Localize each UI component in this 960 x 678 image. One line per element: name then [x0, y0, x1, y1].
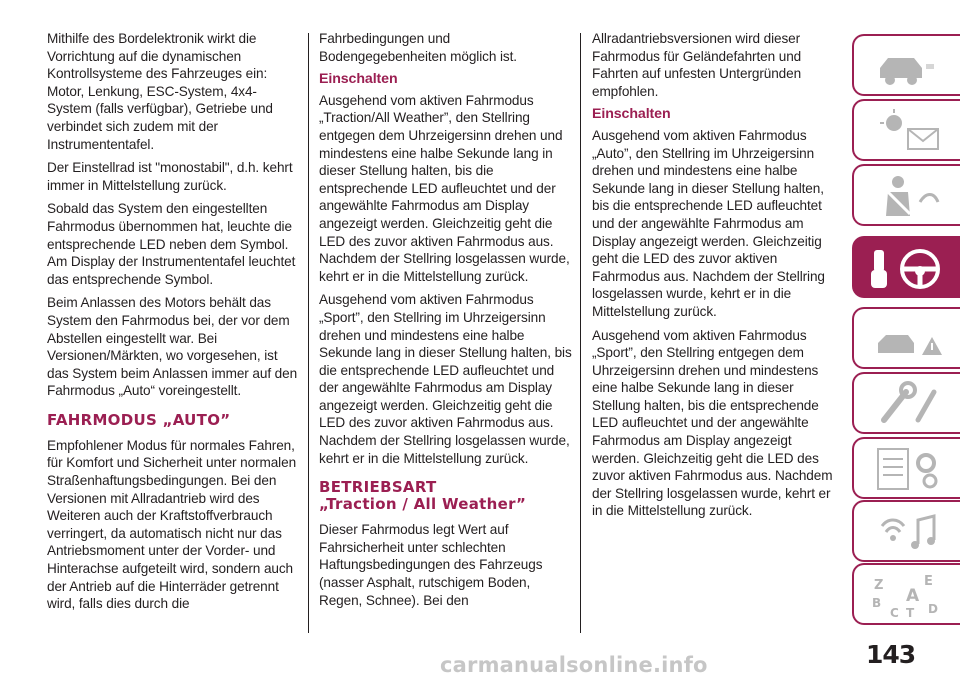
paragraph: Sobald das System den eingestellten Fahrmodus übernommen hat, leuchte die entsprechende LED neben dem Symbol. Am Display der Instrumententafel leuchtet das entsprechende Symbol.	[47, 201, 296, 287]
tab-multimedia[interactable]	[852, 500, 960, 562]
paragraph: Dieser Fahrmodus legt Wert auf Fahrsicherheit unter schlechten Haftungsbedingungen des Fahrzeugs (nasser Asphalt, rutschigem Boden, Regen, Schnee). Bei den	[319, 522, 543, 608]
index-letter: Z	[874, 578, 884, 593]
paragraph: Der Einstellrad ist "monostabil", d.h. kehrt immer in Mittelstellung zurück.	[47, 160, 293, 193]
key-steering-wheel-icon	[868, 244, 948, 292]
index-letter: C	[890, 606, 899, 619]
paragraph: Ausgehend vom aktiven Fahrmodus „Traction/All Weather”, den Stellring entgegen dem Uhrzeigersinn drehen und mindestens eine halbe Sekunde lang in dieser Stellung halten, bis die entsprechende LED aufleuchtet und der angewählte Fahrmodus am Display angezeigt werden. Gleichzeitig geht die LED des zuvor aktiven Fahrmodus aus. Nachdem der Stellring losgelassen wurde, kehrt er in die Mittelstellung zurück.	[319, 92, 570, 284]
section-heading-auto: FAHRMODUS „AUTO”	[47, 410, 231, 429]
text-column-2	[319, 30, 573, 615]
maintenance-tools-icon	[868, 380, 948, 428]
technical-data-icon	[868, 445, 948, 493]
seatbelt-safety-icon	[868, 172, 948, 220]
paragraph: Empfohlener Modus für normales Fahren, für Komfort und Sicherheit unter normalen Straßenhaftungsbedingungen. Bei den Versionen mit Allradantrieb wird des Weiteren auch der Kraftstoffverbrauch verringert, da automatisch nicht nur das Antriebsmoment unter der Vorder- und Hinterachse aufgeteilt wird, sondern auch der Antrieb auf die Hinterräder getrennt wird, falls dies durch die	[47, 437, 297, 612]
column-divider	[308, 33, 309, 633]
warning-lights-icon	[868, 107, 948, 155]
tab-car[interactable]	[852, 34, 960, 96]
tab-maintenance[interactable]	[852, 372, 960, 434]
paragraph: Allradantriebsversionen wird dieser Fahrmodus für Geländefahrten und Fahrten auf unfesten Untergründen empfohlen.	[592, 31, 802, 99]
heading-line: BETRIEBSART	[319, 478, 437, 497]
tab-index[interactable]	[852, 563, 960, 625]
section-heading-traction	[319, 479, 573, 513]
column-divider	[580, 33, 581, 633]
paragraph: Ausgehend vom aktiven Fahrmodus „Sport”, den Stellring im Uhrzeigersinn drehen und mindestens eine halbe Sekunde lang in dieser Stellung halten, bis die entsprechende LED aufleuchtet und der angewählte Fahrmodus am Display angezeigt werden. Gleichzeitig geht die LED des zuvor aktiven Fahrmodus aus. Nachdem der Stellring losgelassen wurde, kehrt er in die Mittelstellung zurück.	[319, 292, 572, 466]
index-letter: D	[928, 602, 938, 616]
paragraph: Mithilfe des Bordelektronik wirkt die Vorrichtung auf die dynamischen Kontrollsysteme des Fahrzeuges ein: Motor, Lenkung, ESC-System, 4x4-System (falls verfügbar), Getriebe und verbindet sich zudem mit der Instrumententafel.	[47, 31, 273, 152]
tab-starting-driving[interactable]	[852, 236, 960, 298]
index-letter: E	[924, 574, 933, 589]
subheading-einschalten: Einschalten	[592, 106, 671, 123]
paragraph: Ausgehend vom aktiven Fahrmodus „Sport”, den Stellring entgegen dem Uhrzeigersinn drehen und mindestens eine halbe Sekunde lang in dieser Stellung halten, bis die entsprechende LED aufleuchtet und der angewählte Fahrmodus am Display angezeigt werden. Gleichzeitig geht die LED des zuvor aktiven Fahrmodus aus. Nachdem der Stellring losgelassen wurde, kehrt er in die Mittelstellung zurück.	[592, 327, 833, 519]
tab-safety[interactable]	[852, 164, 960, 226]
index-letter: B	[872, 596, 882, 610]
multimedia-icon	[868, 508, 948, 556]
tab-warning-lights[interactable]	[852, 99, 960, 161]
index-letter: T	[906, 606, 915, 619]
watermark: carmanualsonline.info	[440, 653, 708, 677]
tab-emergency[interactable]	[852, 307, 960, 369]
emergency-icon	[868, 315, 948, 363]
paragraph: Ausgehend vom aktiven Fahrmodus „Auto”, den Stellring im Uhrzeigersinn drehen und mindestens eine halbe Sekunde lang in dieser Stellung halten, bis die entsprechende LED aufleuchtet und der angewählte Fahrmodus am Display angezeigt werden. Gleichzeitig geht die LED des zuvor aktiven Fahrmodus aus. Nachdem der Stellring losgelassen wurde, kehrt er in die Mittelstellung zurück.	[592, 127, 825, 319]
tab-technical-data[interactable]	[852, 437, 960, 499]
car-icon	[868, 42, 948, 90]
index-icon	[868, 571, 948, 619]
paragraph: Fahrbedingungen und Bodengegebenheiten möglich ist.	[319, 31, 517, 64]
heading-line: „Traction / All Weather”	[319, 495, 527, 514]
subheading-einschalten: Einschalten	[319, 71, 398, 88]
text-column-1	[47, 30, 301, 619]
paragraph: Beim Anlassen des Motors behält das System den Fahrmodus bei, der vor dem Abstellen eingestellt war. Bei Versionen/Märkten, wo vorgesehen, ist das System beim Anlassen immer auf den Fahrmodus „Auto“ voreingestellt.	[47, 295, 298, 399]
page-number: 143	[866, 640, 916, 669]
text-column-3	[592, 30, 842, 526]
index-letter: A	[906, 586, 920, 606]
